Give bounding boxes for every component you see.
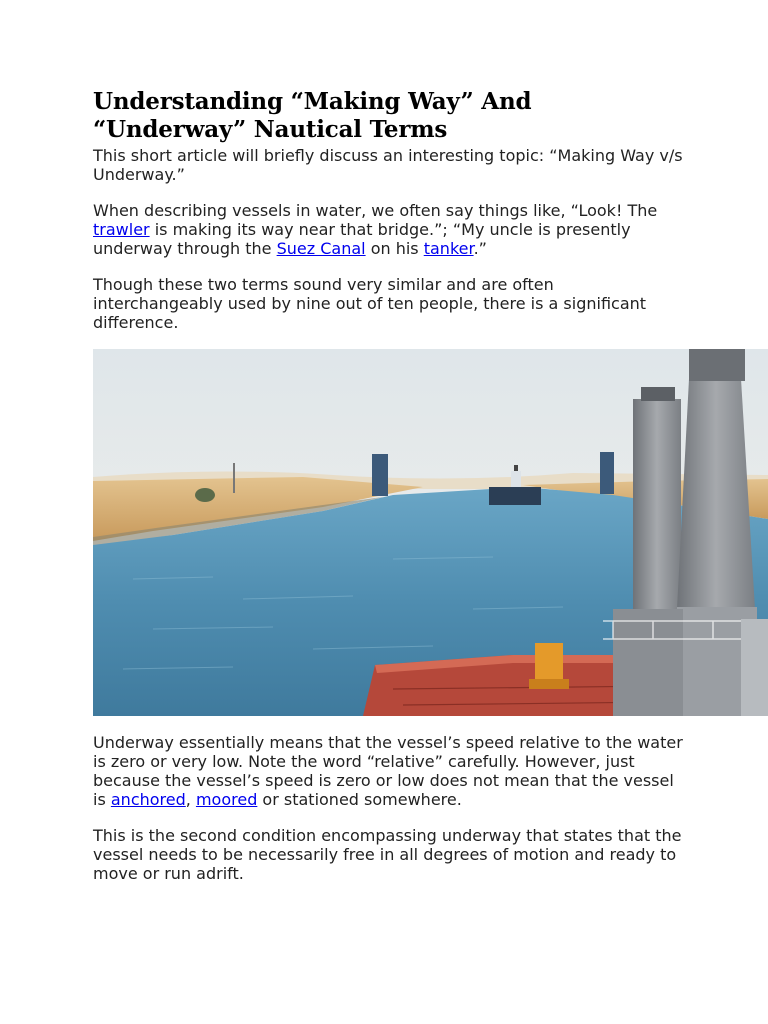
crane-left-top — [641, 387, 675, 401]
crane-right-top — [689, 349, 745, 381]
suez-canal-link[interactable]: Suez Canal — [276, 239, 366, 258]
trawler-link[interactable]: trawler — [93, 220, 150, 239]
deck-winch — [535, 643, 563, 683]
text-segment: is making its way near that bridge.”; “My uncle is presently underway through the — [93, 220, 631, 258]
moored-link[interactable]: moored — [195, 790, 258, 809]
text-segment: on his — [365, 239, 424, 258]
paragraph-second-condition: This is the second condition encompassing underway that states that the vessel needs to be necessarily free in all degrees of motion and ready to move or run adrift. — [93, 826, 682, 883]
article-bottom — [93, 733, 683, 883]
canal-illustration — [93, 349, 768, 716]
suez-canal-photo — [93, 349, 768, 716]
crane-left-base — [613, 609, 683, 716]
article-title: Understanding “Making Way” And “Underway” Nautical Terms — [93, 88, 532, 143]
winch-base — [529, 679, 569, 689]
text-segment: Underway essentially means that the vessel’s speed relative to the water is zero or very low. Note the word “relative” carefully. However, just because the vessel’s speed is zero or low does not mean that the vessel is — [93, 733, 683, 809]
intro-paragraph: This short article will briefly discuss an interesting topic: “Making Way v/s Underway.” — [93, 146, 683, 184]
article-top — [93, 88, 683, 332]
tanker-link[interactable]: tanker — [423, 239, 474, 258]
text-segment: .” — [473, 239, 487, 258]
paragraph-difference: Though these two terms sound very similar and are often interchangeably used by nine out of ten people, there is a significant difference. — [93, 275, 647, 332]
paragraph-describing-vessels — [93, 201, 683, 258]
text-segment: , — [185, 790, 196, 809]
text-segment: or stationed somewhere. — [257, 790, 462, 809]
text-segment: When describing vessels in water, we often say things like, “Look! The — [93, 201, 658, 220]
paragraph-underway-definition — [93, 733, 683, 809]
crane-structure-edge — [741, 619, 768, 716]
anchored-link[interactable]: anchored — [110, 790, 186, 809]
